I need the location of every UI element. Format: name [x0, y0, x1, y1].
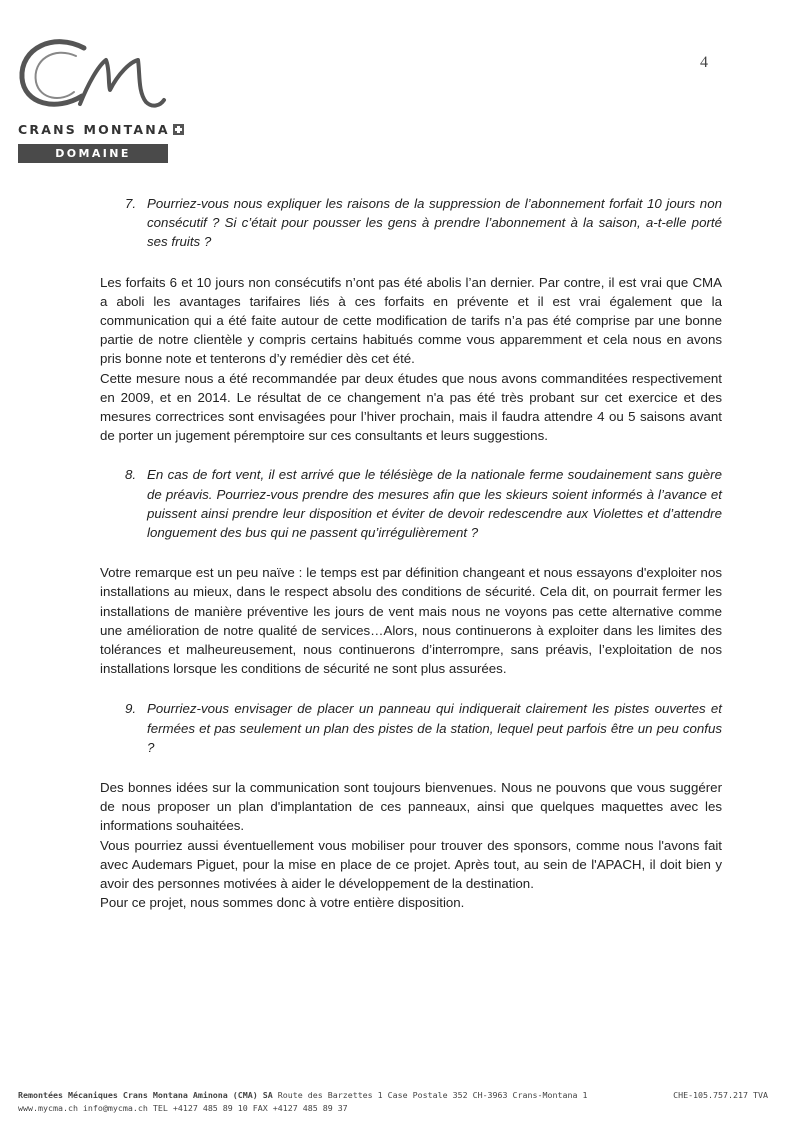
footer-contact: www.mycma.ch info@mycma.ch TEL +4127 485 89 10 FAX +4127 485 89 37: [18, 1103, 348, 1113]
answer-paragraph: Vous pourriez aussi éventuellement vous mobiliser pour trouver des sponsors, comme nous l'avons fait avec Audemars Piguet, pour la mise en place de ce projet. Après tout, au sein de l'APACH, il doit bien y avoir des personnes motivées à aider le développement de la destination.: [100, 837, 722, 892]
answer-paragraph: Cette mesure nous a été recommandée par deux études que nous avons commanditées respectivement en 2009, et en 2014. Le résultat de ce changement n'a pas été très probant sur cet exercice et des mesures correctrices sont envisagées pour l’hiver prochain, mais il faudra attendre 4 ou 5 saisons avant de porter un jugement péremptoire sur ces consultants et leurs suggestions.: [100, 370, 722, 444]
page-number: 4: [700, 54, 708, 71]
question-number: 9.: [125, 701, 137, 717]
question-text: En cas de fort vent, il est arrivé que le télésiège de la nationale ferme soudainement sans guère de préavis. Pourriez-vous prendre des mesures afin que les skieurs soient informés à l’avance et puissent ainsi prendre leur disposition et éviter de devoir redescendre aux Violettes et d’attendre longuement des bus qui ne passent qu’irrégulièrement ?: [147, 467, 722, 541]
answer-paragraph: Des bonnes idées sur la communication sont toujours bienvenues. Nous ne pouvons que vous suggérer de nous proposer un plan d'implantation de ces panneaux, ainsi que quelques maquettes avec les informations souhaitées.: [100, 780, 722, 834]
footer-address-line: [18, 1089, 778, 1102]
question-number: 7.: [125, 196, 137, 211]
footer-company: Remontées Mécaniques Crans Montana Aminona (CMA) SA: [18, 1090, 273, 1100]
question-7: [100, 194, 722, 252]
answer-paragraph: Votre remarque est un peu naïve : le temps est par définition changeant et nous essayons d'exploiter nos installations au mieux, dans le respect absolu des conditions de sécurité. Cela dit, on pourrait fermer les installations de manière préventive les jours de vent mais nous ne voyons pas cette alternative comme une amélioration de notre qualité de services…Alors, nous continuerons à exploiter dans les limites des tolérances et malheureusement, nous continuerons d’interrompre, sans préavis, l’exploitation de nos installations lorsque les conditions de sécurité ne sont plus assurées.: [100, 565, 722, 677]
answer-paragraph: Les forfaits 6 et 10 jours non consécutifs n’ont pas été abolis l’an dernier. Par contre, il est vrai que CMA a aboli les avantages tarifaires liés à ces forfaits en prévente et il est vrai également que la communication qui a été faite autour de cette modification de tarifs n’a pas été comprise par une bonne partie de notre clientèle y compris certains habitués comme vous apparemment et cela nous en avons pris bonne note et tenterons d’y remédier dès cet été.: [100, 274, 722, 367]
footer-address: Route des Barzettes 1 Case Postale 352 CH-3963 Crans-Montana 1: [277, 1090, 588, 1100]
brand-name: CRANS MONTANA: [18, 122, 184, 137]
footer-vat: CHE-105.757.217 TVA: [673, 1090, 768, 1100]
document-body: [100, 194, 722, 913]
answer-paragraph: Pour ce projet, nous sommes donc à votre entière disposition.: [100, 895, 465, 911]
crans-montana-logo: [14, 26, 174, 179]
question-9: [100, 699, 722, 757]
brand-subtitle-banner: DOMAINE SKIABLE: [18, 144, 168, 163]
question-text: Pourriez-vous nous expliquer les raisons de la suppression de l’abonnement forfait 10 jours non consécutif ? Si c’était pour pousser les gens à prendre l’abonnement à la saison, a-t-elle porté ses fruits ?: [147, 196, 722, 250]
letterhead-footer: [18, 1089, 778, 1115]
question-number: 8.: [125, 467, 137, 483]
swiss-cross-icon: [173, 124, 184, 135]
cm-monogram-icon: [14, 26, 174, 122]
question-8: [100, 465, 722, 542]
question-text: Pourriez-vous envisager de placer un panneau qui indiquerait clairement les pistes ouvertes et fermées et pas seulement un plan des pistes de la station, lequel peut parfois être un peu confus ?: [147, 701, 722, 755]
